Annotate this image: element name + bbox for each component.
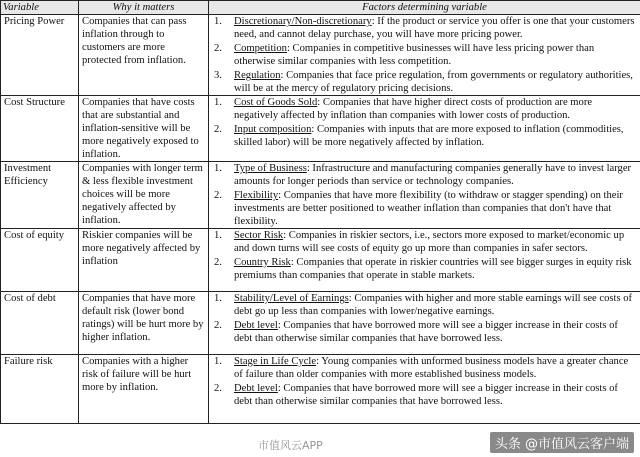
- factor-number: 2.: [214, 43, 222, 54]
- factor-text: : Companies that have borrowed more will see a bigger increase in their costs of debt than otherwise similar companies that have borrowed less.: [234, 320, 618, 344]
- factor-number: 2.: [214, 190, 222, 201]
- factor-term: Regulation: [234, 70, 281, 81]
- factors-cell: [209, 355, 640, 424]
- factor-item: [212, 42, 635, 68]
- table-row: [1, 15, 640, 96]
- factor-text: : Companies that face price regulation, from governments or regulatory authorities, will be at the mercy of regulatory pricing decisions.: [234, 70, 633, 94]
- factor-item: [212, 189, 635, 228]
- factor-term: Cost of Goods Sold: [234, 97, 318, 108]
- factor-item: [212, 69, 635, 95]
- factor-number: 1.: [214, 230, 222, 241]
- factor-term: Flexibility: [234, 190, 279, 201]
- factor-item: [212, 15, 635, 41]
- factor-number: 1.: [214, 356, 222, 367]
- why-cell: Companies with longer term & less flexible investment choices will be more negatively affected by inflation.: [79, 162, 209, 229]
- factor-text: : Infrastructure and manufacturing companies generally have to invest larger amounts for longer periods than service or technology companies.: [234, 163, 632, 187]
- variable-cell: Cost of equity: [1, 229, 79, 292]
- table-row: [1, 292, 640, 355]
- factor-term: Input composition: [234, 124, 312, 135]
- header-why: Why it matters: [79, 1, 209, 15]
- factor-number: 2.: [214, 257, 222, 268]
- factor-term: Competition: [234, 43, 287, 54]
- variable-cell: Pricing Power: [1, 15, 79, 96]
- factor-item: [212, 256, 635, 282]
- factor-text: : Companies in riskier sectors, i.e., sectors more exposed to market/economic up and down turns will see costs of equity go up more than companies in safer sectors.: [234, 230, 625, 254]
- factor-item: [212, 229, 635, 255]
- factor-term: Debt level: [234, 383, 278, 394]
- why-cell: Companies with a higher risk of failure will be hurt more by inflation.: [79, 355, 209, 424]
- factor-term: Debt level: [234, 320, 278, 331]
- header-row: [1, 1, 640, 15]
- factor-item: [212, 355, 635, 381]
- factor-number: 1.: [214, 163, 222, 174]
- factor-term: Country Risk: [234, 257, 291, 268]
- factor-item: [212, 319, 635, 345]
- factor-text: : If the product or service you offer is one that your customers need, and cannot delay purchase, you will have more pricing power.: [234, 16, 635, 40]
- factor-item: [212, 382, 635, 408]
- watermark-app-label: 市值风云APP: [258, 439, 323, 452]
- table-row: [1, 96, 640, 162]
- factor-term: Type of Business: [234, 163, 307, 174]
- table-row: [1, 355, 640, 424]
- watermark-source-label: 头条 @市值风云客户端: [490, 432, 634, 453]
- factor-text: : Companies that have higher direct costs of production are more negatively affected by inflation than companies with lower costs of production.: [234, 97, 593, 121]
- header-factors: Factors determining variable: [209, 1, 640, 15]
- factor-item: [212, 162, 635, 188]
- factor-number: 2.: [214, 320, 222, 331]
- factor-text: : Companies with higher and more stable earnings will see costs of debt go up less than companies with lower/negative earnings.: [234, 293, 633, 317]
- factor-term: Stability/Level of Earnings: [234, 293, 349, 304]
- factor-term: Sector Risk: [234, 230, 284, 241]
- factor-text: : Companies that have borrowed more will see a bigger increase in their costs of debt than otherwise similar companies that have borrowed less.: [234, 383, 618, 407]
- factors-cell: [209, 292, 640, 355]
- why-cell: Companies that can pass inflation through to customers are more protected from inflation.: [79, 15, 209, 96]
- factor-text: : Companies that operate in riskier countries will see bigger surges in equity risk premiums than companies that operate in stable markets.: [234, 257, 632, 281]
- factor-number: 1.: [214, 293, 222, 304]
- variable-cell: Cost of debt: [1, 292, 79, 355]
- factors-cell: [209, 162, 640, 229]
- why-cell: Companies that have costs that are substantial and inflation-sensitive will be more negatively exposed to inflation.: [79, 96, 209, 162]
- factor-item: [212, 96, 635, 122]
- factor-text: : Companies with inputs that are more exposed to inflation (commodities, skilled labor) will be more negatively affected by inflation.: [234, 124, 624, 148]
- factor-text: : Young companies with unformed business models have a greater chance of failure than older companies with more established business models.: [234, 356, 629, 380]
- header-variable: Variable: [1, 1, 79, 15]
- why-cell: Companies that have more default risk (lower bond ratings) will be hurt more by higher inflation.: [79, 292, 209, 355]
- table-row: [1, 229, 640, 292]
- variable-cell: Investment Efficiency: [1, 162, 79, 229]
- variable-cell: Failure risk: [1, 355, 79, 424]
- variable-cell: Cost Structure: [1, 96, 79, 162]
- factor-number: 1.: [214, 97, 222, 108]
- factors-cell: [209, 229, 640, 292]
- factor-number: 1.: [214, 16, 222, 27]
- factors-cell: [209, 96, 640, 162]
- factors-cell: [209, 15, 640, 96]
- factor-number: 2.: [214, 124, 222, 135]
- factor-item: [212, 292, 635, 318]
- factor-text: : Companies in competitive businesses will have less pricing power than otherwise similar companies with less competition.: [234, 43, 595, 67]
- factor-item: [212, 123, 635, 149]
- factor-text: : Companies that have more flexibility (to withdraw or stagger spending) on their investments are better positioned to weather inflation than companies that don't have that flexibility.: [234, 190, 623, 227]
- factor-number: 2.: [214, 383, 222, 394]
- factor-term: Stage in Life Cycle: [234, 356, 317, 367]
- table-row: [1, 162, 640, 229]
- why-cell: Riskier companies will be more negatively affected by inflation: [79, 229, 209, 292]
- factor-number: 3.: [214, 70, 222, 81]
- factor-term: Discretionary/Non-discretionary: [234, 16, 372, 27]
